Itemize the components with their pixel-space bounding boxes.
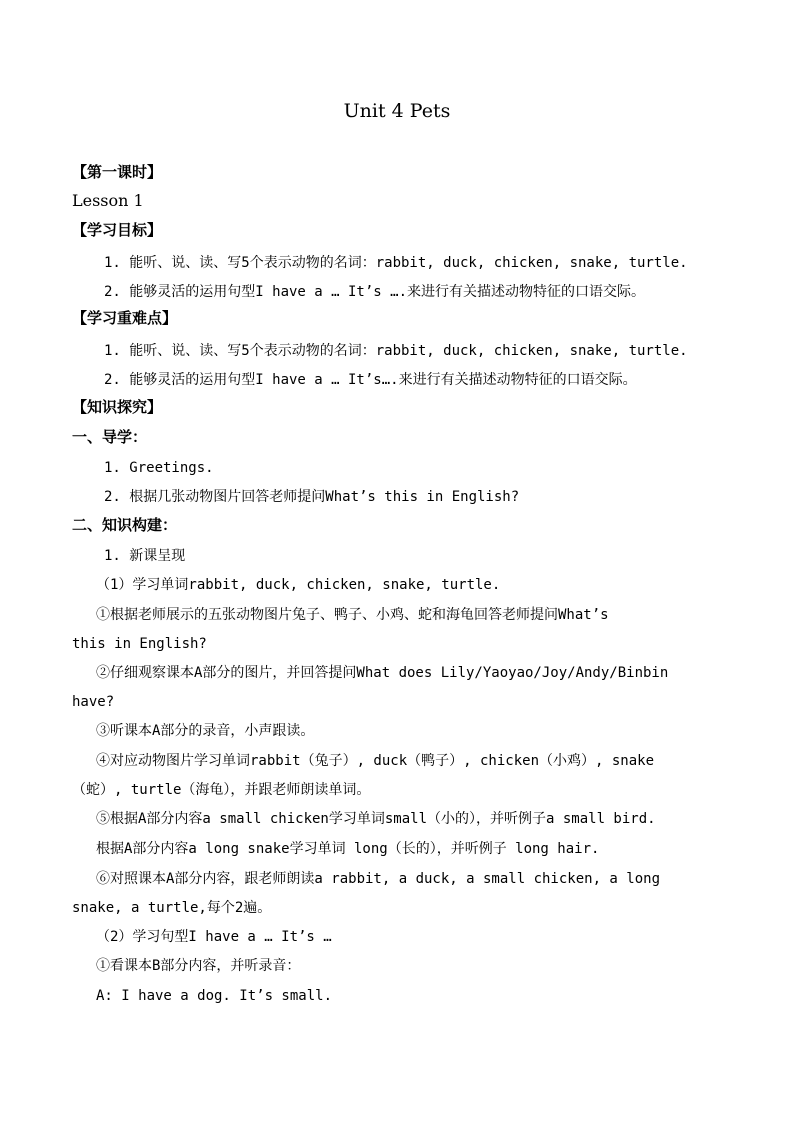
vocab-step-heading: （1）学习单词rabbit, duck, chicken, snake, turtle. — [96, 577, 501, 593]
subheading-knowledge-building: 二、知识构建： — [72, 516, 178, 534]
dialogue-line-a: A: I have a dog. It’s small. — [96, 988, 333, 1004]
step-1-line-1: ①根据老师展示的五张动物图片兔子、鸭子、小鸡、蛇和海龟回答老师提问What’s — [96, 607, 609, 623]
subheading-guide: 一、导学： — [72, 428, 148, 446]
lesson-label: Lesson 1 — [72, 191, 144, 210]
section-heading-key-points: 【学习重难点】 — [72, 309, 178, 327]
guide-item-1: 1. Greetings. — [104, 460, 214, 476]
section-heading-lesson-period: 【第一课时】 — [72, 163, 163, 181]
step-2-line-2: have? — [72, 694, 115, 710]
step-6-line-2: snake, a turtle,每个2遍。 — [72, 900, 272, 916]
step-5-line-1: ⑤根据A部分内容a small chicken学习单词small（小的），并听例子a small bird. — [96, 811, 656, 827]
step-1-line-2: this in English? — [72, 636, 207, 652]
section-heading-objectives: 【学习目标】 — [72, 221, 163, 239]
sentence-step-heading: （2）学习句型I have a … It’s … — [96, 929, 332, 945]
key-point-2: 2. 能够灵活的运用句型I have a … It’s….来进行有关描述动物特征的口语交际。 — [104, 372, 637, 388]
guide-item-2: 2. 根据几张动物图片回答老师提问What’s this in English? — [104, 489, 520, 505]
objective-1: 1. 能听、说、读、写5个表示动物的名词：rabbit, duck, chicken, snake, turtle. — [104, 255, 688, 271]
step-4-line-2: （蛇）, turtle（海龟），并跟老师朗读单词。 — [72, 782, 371, 798]
step-2-line-1: ②仔细观察课本A部分的图片，并回答提问What does Lily/Yaoyao/Joy/Andy/Binbin — [96, 665, 669, 681]
objective-2: 2. 能够灵活的运用句型I have a … It’s ….来进行有关描述动物特征的口语交际。 — [104, 284, 646, 300]
new-lesson-heading: 1. 新课呈现 — [104, 548, 186, 564]
document-title: Unit 4 Pets — [343, 100, 451, 122]
key-point-1: 1. 能听、说、读、写5个表示动物的名词：rabbit, duck, chicken, snake, turtle. — [104, 343, 688, 359]
sentence-step-1: ①看课本B部分内容，并听录音： — [96, 958, 301, 974]
step-5-line-2: 根据A部分内容a long snake学习单词 long（长的），并听例子 long hair. — [96, 841, 600, 857]
step-4-line-1: ④对应动物图片学习单词rabbit（兔子）, duck（鸭子）, chicken（小鸡）, snake — [96, 753, 655, 769]
step-6-line-1: ⑥对照课本A部分内容，跟老师朗读a rabbit, a duck, a small chicken, a long — [96, 871, 661, 887]
section-heading-exploration: 【知识探究】 — [72, 398, 163, 416]
step-3: ③听课本A部分的录音，小声跟读。 — [96, 723, 315, 739]
